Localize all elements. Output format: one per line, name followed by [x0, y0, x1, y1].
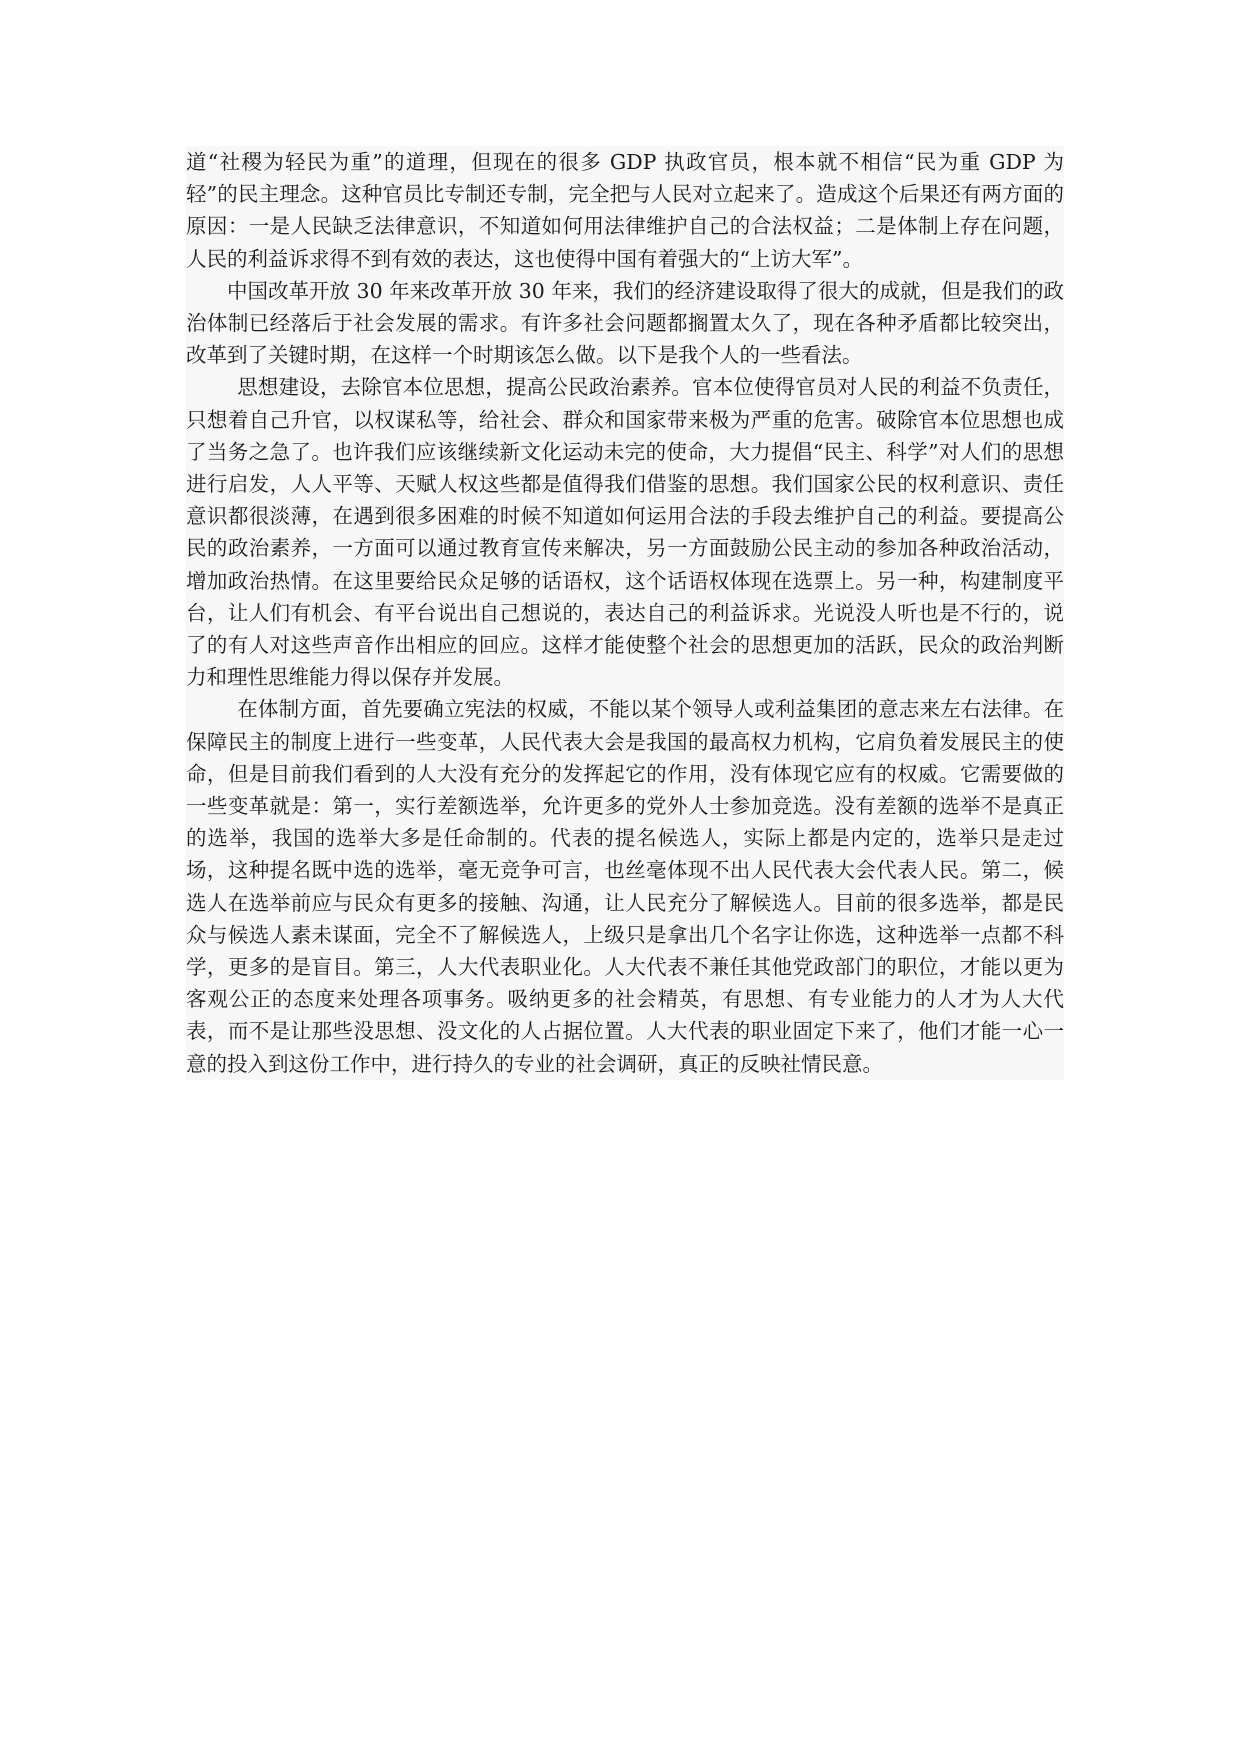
paragraph-3: 思想建设，去除官本位思想，提高公民政治素养。官本位使得官员对人民的利益不负责任，只想着自己升官，以权谋私等，给社会、群众和国家带来极为严重的危害。破除官本位思想也成了当务之急了。也许我们应该继续新文化运动未完的使命，大力提倡“民主、科学”对人们的思想进行启发，人人平等、天赋人权这些都是值得我们借鉴的思想。我们国家公民的权利意识、责任意识都很淡薄，在遇到很多困难的时候不知道如何运用合法的手段去维护自己的利益。要提高公民的政治素养，一方面可以通过教育宣传来解决，另一方面鼓励公民主动的参加各种政治活动，增加政治热情。在这里要给民众足够的话语权，这个话语权体现在选票上。另一种，构建制度平台，让人们有机会、有平台说出自己想说的，表达自己的利益诉求。光说没人听也是不行的，说了的有人对这些声音作出相应的回应。这样才能使整个社会的思想更加的活跃，民众的政治判断力和理性思维能力得以保存并发展。 [186, 375, 1064, 690]
document-body [186, 146, 1064, 1080]
paragraph-2: 中国改革开放 30 年来改革开放 30 年来，我们的经济建设取得了很大的成就，但是我们的政治体制已经落后于社会发展的需求。有许多社会问题都搁置太久了，现在各种矛盾都比较突出，改革到了关键时期，在这样一个时期该怎么做。以下是我个人的一些看法。 [186, 278, 1064, 368]
paragraph-4: 在体制方面，首先要确立宪法的权威，不能以某个领导人或利益集团的意志来左右法律。在保障民主的制度上进行一些变革，人民代表大会是我国的最高权力机构，它肩负着发展民主的使命，但是目前我们看到的人大没有充分的发挥起它的作用，没有体现它应有的权威。它需要做的一些变革就是：第一，实行差额选举，允许更多的党外人士参加竞选。没有差额的选举不是真正的选举，我国的选举大多是任命制的。代表的提名候选人，实际上都是内定的，选举只是走过场，这种提名既中选的选举，毫无竞争可言，也丝毫体现不出人民代表大会代表人民。第二，候选人在选举前应与民众有更多的接触、沟通，让人民充分了解候选人。目前的很多选举，都是民众与候选人素未谋面，完全不了解候选人，上级只是拿出几个名字让你选，这种选举一点都不科学，更多的是盲目。第三，人大代表职业化。人大代表不兼任其他党政部门的职位，才能以更为客观公正的态度来处理各项事务。吸纳更多的社会精英，有思想、有专业能力的人才为人大代表，而不是让那些没思想、没文化的人占据位置。人大代表的职业固定下来了，他们才能一心一意的投入到这份工作中，进行持久的专业的社会调研，真正的反映社情民意。 [186, 697, 1064, 1076]
paragraph-1: 道“社稷为轻民为重”的道理，但现在的很多 GDP 执政官员，根本就不相信“民为重 GDP 为轻”的民主理念。这种官员比专制还专制，完全把与人民对立起来了。造成这个后果还有两方面的原因：一是人民缺乏法律意识，不知道如何用法律维护自己的合法权益；二是体制上存在问题，人民的利益诉求得不到有效的表达，这也使得中国有着强大的“上访大军”。 [186, 150, 1064, 271]
